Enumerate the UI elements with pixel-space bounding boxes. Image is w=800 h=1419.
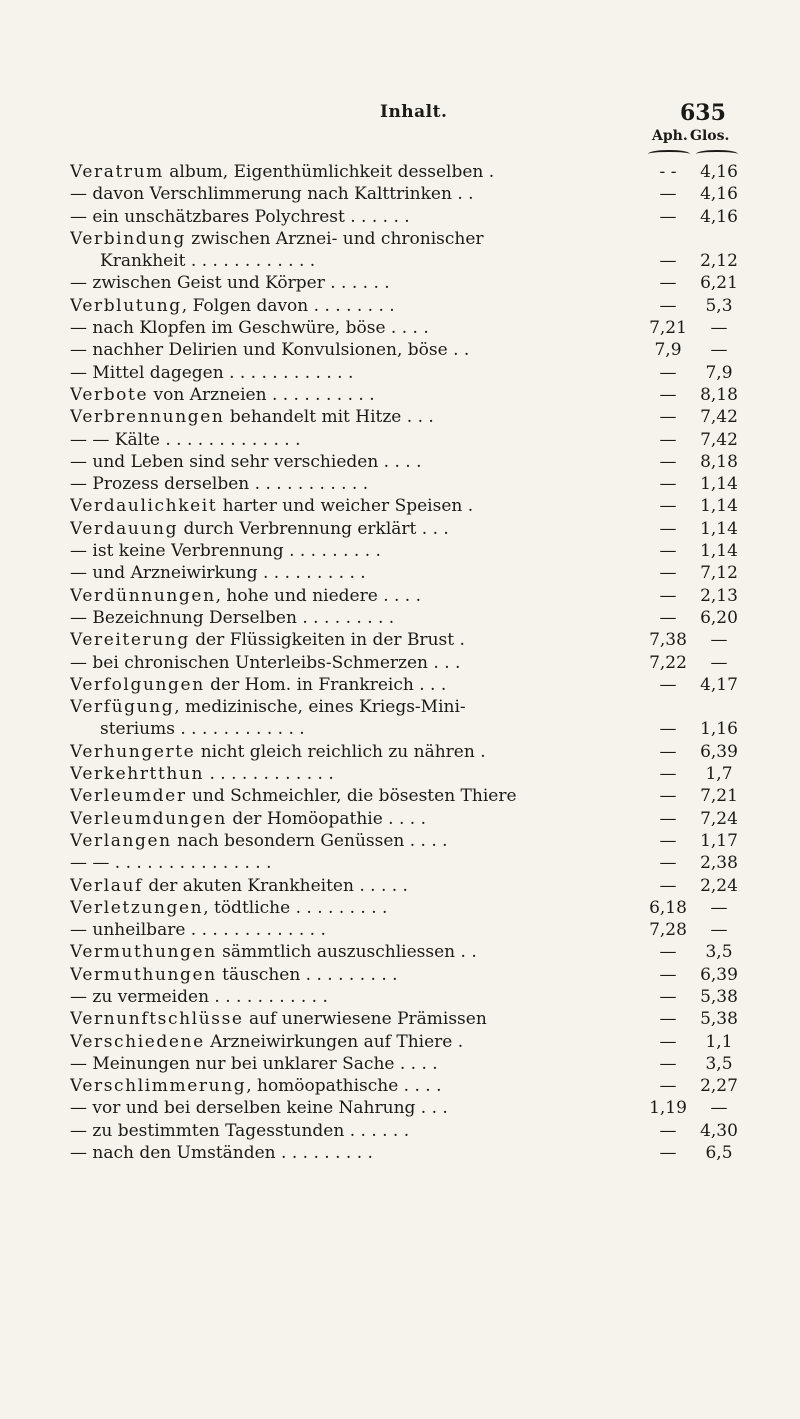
entry-headword: Verleumder	[70, 786, 187, 807]
index-entry	[0, 518, 800, 540]
index-entry	[0, 451, 800, 473]
entry-glos-ref: —	[710, 920, 728, 941]
entry-text	[70, 495, 630, 517]
entry-aph-ref: 7,22	[649, 652, 687, 673]
entry-text	[70, 652, 630, 674]
entry-aph-ref: —	[659, 607, 677, 628]
entry-description: der Homöopathie . . . .	[226, 808, 427, 829]
index-entry	[0, 206, 800, 228]
entry-aph-ref: —	[659, 942, 677, 963]
entry-headword: Vermuthungen	[70, 942, 217, 963]
entry-text	[70, 183, 630, 205]
entry-headword: Verschiedene	[70, 1031, 205, 1052]
entry-text	[70, 384, 630, 406]
column-header-aph: Aph.	[652, 128, 688, 144]
entry-glos-ref: 7,42	[700, 429, 738, 450]
entry-aph-ref: 7,38	[649, 630, 687, 651]
entry-continuation: steriums . . . . . . . . . . . .	[100, 719, 305, 740]
entry-text	[70, 429, 630, 451]
index-entry	[0, 272, 800, 294]
entry-description: — nach den Umständen . . . . . . . . .	[70, 1143, 373, 1164]
entry-description: von Arzneien . . . . . . . . . .	[148, 384, 375, 405]
index-entry	[0, 1053, 800, 1075]
index-entry	[0, 406, 800, 428]
entry-text	[70, 473, 630, 495]
index-entry	[0, 785, 800, 807]
entry-description: — ein unschätzbares Polychrest . . . . . .	[70, 206, 410, 227]
entry-aph-ref: —	[659, 273, 677, 294]
entry-glos-ref: 8,18	[700, 451, 738, 472]
entry-text	[70, 362, 630, 384]
entry-glos-ref: 2,38	[700, 853, 738, 874]
entry-headword: Verfügung	[70, 697, 175, 718]
entry-description: — — . . . . . . . . . . . . . . .	[70, 853, 272, 874]
entry-description: — Bezeichnung Derselben . . . . . . . . .	[70, 607, 395, 628]
entry-aph-ref: —	[659, 1120, 677, 1141]
index-entry	[0, 741, 800, 763]
entry-description: — zu bestimmten Tagesstunden . . . . . .	[70, 1120, 410, 1141]
entry-aph-ref: —	[659, 786, 677, 807]
entry-aph-ref: —	[659, 808, 677, 829]
entry-text	[70, 1142, 630, 1164]
entry-description: nach besondern Genüssen . . . .	[171, 830, 448, 851]
index-entry	[0, 161, 800, 183]
index-entry	[0, 183, 800, 205]
entry-text	[70, 451, 630, 473]
entry-headword: Verleumdungen	[70, 808, 227, 829]
entry-glos-ref: 8,18	[700, 384, 738, 405]
entry-glos-ref: 7,42	[700, 407, 738, 428]
entry-description: — Meinungen nur bei unklarer Sache . . . .	[70, 1053, 438, 1074]
index-entry	[0, 495, 800, 517]
entry-text	[70, 1053, 630, 1075]
entry-glos-ref: 4,16	[700, 184, 738, 205]
entry-aph-ref: —	[659, 206, 677, 227]
entry-glos-ref: 2,24	[700, 875, 738, 896]
entry-text	[70, 406, 630, 428]
entry-glos-ref: —	[710, 652, 728, 673]
entry-aph-ref: —	[659, 1009, 677, 1030]
entry-description: auf unerwiesene Prämissen	[243, 1009, 487, 1030]
entry-aph-ref: —	[659, 541, 677, 562]
entry-glos-ref: 3,5	[705, 942, 733, 963]
entry-description: der Hom. in Frankreich . . .	[204, 674, 447, 695]
index-entry	[0, 652, 800, 674]
entry-text	[70, 964, 630, 986]
entry-aph-ref: 7,21	[649, 318, 687, 339]
running-title: Inhalt.	[380, 102, 448, 122]
entry-glos-ref: 1,14	[700, 541, 738, 562]
entry-aph-ref: —	[659, 518, 677, 539]
entry-description: nicht gleich reichlich zu nähren .	[195, 741, 486, 762]
entry-description: — nachher Delirien und Konvulsionen, böse . .	[70, 340, 470, 361]
entry-headword: Verdaulichkeit	[70, 496, 218, 517]
entry-description: zwischen Arznei- und chronischer	[185, 228, 484, 249]
entry-aph-ref: —	[659, 496, 677, 517]
entry-glos-ref: 1,1	[705, 1031, 733, 1052]
entry-glos-ref: —	[710, 340, 728, 361]
entry-glos-ref: 7,12	[700, 563, 738, 584]
entry-text	[70, 986, 630, 1008]
index-entry	[0, 919, 800, 941]
index-entry	[0, 585, 800, 607]
entry-text	[70, 629, 630, 651]
entry-description: Arzneiwirkungen auf Thiere .	[204, 1031, 464, 1052]
entry-aph-ref: —	[659, 429, 677, 450]
entry-text	[70, 228, 630, 272]
entry-glos-ref: 5,38	[700, 1009, 738, 1030]
index-entry	[0, 1075, 800, 1097]
index-entry	[0, 1142, 800, 1164]
entry-aph-ref: —	[659, 407, 677, 428]
index-entry	[0, 362, 800, 384]
index-entry	[0, 808, 800, 830]
entry-text	[70, 741, 630, 763]
entry-glos-ref: 4,16	[700, 206, 738, 227]
entry-aph-ref: —	[659, 853, 677, 874]
entry-headword: Verschlimmerung	[70, 1076, 247, 1097]
entry-glos-ref: 6,39	[700, 964, 738, 985]
entry-description: — vor und bei derselben keine Nahrung . . .	[70, 1098, 448, 1119]
index-entry	[0, 317, 800, 339]
entry-aph-ref: —	[659, 362, 677, 383]
entry-description: — bei chronischen Unterleibs-Schmerzen . . .	[70, 652, 461, 673]
entry-aph-ref: —	[659, 1143, 677, 1164]
entry-headword: Vernunftschlüsse	[70, 1009, 244, 1030]
index-entry	[0, 1120, 800, 1142]
entry-glos-ref: 2,12	[700, 250, 738, 271]
entry-glos-ref: 6,21	[700, 273, 738, 294]
entry-headword: Verdünnungen	[70, 585, 216, 606]
index-entry	[0, 629, 800, 651]
index-entry	[0, 941, 800, 963]
entry-text	[70, 295, 630, 317]
entry-text	[70, 161, 630, 183]
brace-aph	[648, 150, 690, 158]
entry-aph-ref: 6,18	[649, 897, 687, 918]
entry-headword: Verfolgungen	[70, 674, 205, 695]
entry-description: — zwischen Geist und Körper . . . . . .	[70, 273, 390, 294]
entry-aph-ref: —	[659, 250, 677, 271]
entry-text	[70, 540, 630, 562]
index-entry	[0, 964, 800, 986]
entry-description: . . . . . . . . . . . .	[204, 764, 334, 785]
index-entry	[0, 897, 800, 919]
entry-aph-ref: —	[659, 1031, 677, 1052]
entry-aph-ref: —	[659, 1053, 677, 1074]
entry-text	[70, 607, 630, 629]
entry-glos-ref: 7,24	[700, 808, 738, 829]
entry-text	[70, 339, 630, 361]
entry-description: — und Arzneiwirkung . . . . . . . . . .	[70, 563, 366, 584]
index-entry	[0, 562, 800, 584]
entry-description: , tödtliche . . . . . . . . .	[203, 897, 388, 918]
entry-text	[70, 919, 630, 941]
entry-text	[70, 518, 630, 540]
entry-aph-ref: —	[659, 184, 677, 205]
entry-text	[70, 696, 630, 740]
entry-aph-ref: —	[659, 585, 677, 606]
entry-description: behandelt mit Hitze . . .	[224, 407, 434, 428]
entry-description: und Schmeichler, die bösesten Thiere	[186, 786, 517, 807]
entry-aph-ref: —	[659, 741, 677, 762]
index-entry	[0, 1097, 800, 1119]
entry-glos-ref: 1,14	[700, 496, 738, 517]
entry-description: — ist keine Verbrennung . . . . . . . . .	[70, 541, 381, 562]
entry-aph-ref: —	[659, 1076, 677, 1097]
entry-glos-ref: 1,14	[700, 474, 738, 495]
entry-description: sämmtlich auszuschliessen . .	[216, 942, 477, 963]
entry-glos-ref: 2,13	[700, 585, 738, 606]
entry-aph-ref: —	[659, 451, 677, 472]
entry-glos-ref: 2,27	[700, 1076, 738, 1097]
entry-headword: Verhungerte	[70, 741, 196, 762]
entry-glos-ref: —	[710, 897, 728, 918]
entry-glos-ref: 5,3	[705, 295, 733, 316]
index-entry	[0, 763, 800, 785]
index-entry	[0, 429, 800, 451]
entry-headword: Verlangen	[70, 830, 172, 851]
entry-text	[70, 785, 630, 807]
entry-glos-ref: 6,39	[700, 741, 738, 762]
entry-aph-ref: —	[659, 384, 677, 405]
entry-headword: Vermuthungen	[70, 964, 217, 985]
entry-aph-ref: 1,19	[649, 1098, 687, 1119]
entry-glos-ref: 7,21	[700, 786, 738, 807]
entry-text	[70, 272, 630, 294]
entry-text	[70, 1075, 630, 1097]
entry-aph-ref: —	[659, 875, 677, 896]
entry-headword: Verdauung	[70, 518, 179, 539]
entry-aph-ref: - -	[659, 162, 677, 182]
entry-glos-ref: 1,7	[705, 764, 733, 785]
entry-description: , hohe und niedere . . . .	[215, 585, 422, 606]
entry-aph-ref: —	[659, 295, 677, 316]
index-entry	[0, 696, 800, 741]
entry-text	[70, 941, 630, 963]
entry-headword: Verkehrtthun	[70, 764, 205, 785]
index-entry	[0, 473, 800, 495]
entry-description: — davon Verschlimmerung nach Kalttrinken . .	[70, 184, 474, 205]
index-entry	[0, 1008, 800, 1030]
entry-glos-ref: 1,17	[700, 830, 738, 851]
entry-description: harter und weicher Speisen .	[217, 496, 474, 517]
entry-text	[70, 808, 630, 830]
entry-headword: Verbrennungen	[70, 407, 225, 428]
entry-text	[70, 674, 630, 696]
index-entry	[0, 339, 800, 361]
entry-text	[70, 562, 630, 584]
entry-text	[70, 317, 630, 339]
entry-glos-ref: 1,16	[700, 719, 738, 740]
entry-glos-ref: 4,17	[700, 674, 738, 695]
index-entry	[0, 384, 800, 406]
entry-headword: Verbindung	[70, 228, 186, 249]
entry-description: — Prozess derselben . . . . . . . . . . .	[70, 474, 369, 495]
entry-text	[70, 830, 630, 852]
brace-glos	[696, 150, 738, 158]
entry-headword: Verblutung	[70, 295, 182, 316]
index-entry	[0, 1031, 800, 1053]
index-entry	[0, 295, 800, 317]
page-number: 635	[680, 100, 726, 126]
entry-headword: Vereiterung	[70, 630, 190, 651]
index-entry	[0, 852, 800, 874]
entry-description: täuschen . . . . . . . . .	[216, 964, 398, 985]
entry-description: — — Kälte . . . . . . . . . . . . .	[70, 429, 301, 450]
entry-glos-ref: —	[710, 1098, 728, 1119]
entry-glos-ref: 4,30	[700, 1120, 738, 1141]
entry-glos-ref: 1,14	[700, 518, 738, 539]
index-entry	[0, 228, 800, 273]
entry-description: — nach Klopfen im Geschwüre, böse . . . .	[70, 318, 429, 339]
entry-glos-ref: 6,5	[705, 1143, 733, 1164]
entry-glos-ref: —	[710, 630, 728, 651]
entry-text	[70, 585, 630, 607]
entry-text	[70, 852, 630, 874]
index-entry	[0, 830, 800, 852]
entry-description: durch Verbrennung erklärt . . .	[178, 518, 449, 539]
entry-glos-ref: 4,16	[700, 162, 738, 182]
entry-description: der akuten Krankheiten . . . . .	[142, 875, 408, 896]
entry-text	[70, 1008, 630, 1030]
entry-aph-ref: —	[659, 474, 677, 495]
entry-glos-ref: 6,20	[700, 607, 738, 628]
entry-description: , Folgen davon . . . . . . . .	[181, 295, 395, 316]
entry-description: , homöopathische . . . .	[246, 1076, 442, 1097]
entry-description: — unheilbare . . . . . . . . . . . . .	[70, 920, 326, 941]
index-entry	[0, 674, 800, 696]
entry-aph-ref: —	[659, 563, 677, 584]
entry-aph-ref: —	[659, 830, 677, 851]
entry-description: , medizinische, eines Kriegs-Mini-	[174, 697, 466, 718]
entry-glos-ref: 7,9	[705, 362, 733, 383]
entry-description: — Mittel dagegen . . . . . . . . . . . .	[70, 362, 354, 383]
index-entry	[0, 540, 800, 562]
index-entry	[0, 875, 800, 897]
entry-continuation: Krankheit . . . . . . . . . . . .	[100, 250, 316, 271]
entry-glos-ref: 3,5	[705, 1053, 733, 1074]
index-entries	[0, 161, 800, 1164]
entry-glos-ref: —	[710, 318, 728, 339]
entry-description: — und Leben sind sehr verschieden . . . .	[70, 451, 422, 472]
index-entry	[0, 607, 800, 629]
entry-text	[70, 1120, 630, 1142]
entry-aph-ref: —	[659, 674, 677, 695]
entry-aph-ref: —	[659, 764, 677, 785]
entry-glos-ref: 5,38	[700, 986, 738, 1007]
entry-text	[70, 1097, 630, 1119]
column-header-glos: Glos.	[690, 128, 730, 144]
entry-text	[70, 1031, 630, 1053]
entry-aph-ref: —	[659, 986, 677, 1007]
entry-headword: Veratrum	[70, 162, 164, 182]
entry-headword: Verbote	[70, 384, 149, 405]
entry-text	[70, 875, 630, 897]
entry-description: album, Eigenthümlichkeit desselben .	[163, 162, 495, 182]
entry-aph-ref: —	[659, 719, 677, 740]
entry-headword: Verlauf	[70, 875, 143, 896]
entry-text	[70, 897, 630, 919]
entry-description: der Flüssigkeiten in der Brust .	[189, 630, 465, 651]
entry-aph-ref: —	[659, 964, 677, 985]
entry-text	[70, 763, 630, 785]
entry-aph-ref: 7,28	[649, 920, 687, 941]
entry-aph-ref: 7,9	[654, 340, 682, 361]
entry-headword: Verletzungen	[70, 897, 204, 918]
entry-description: — zu vermeiden . . . . . . . . . . .	[70, 986, 328, 1007]
entry-text	[70, 206, 630, 228]
index-entry	[0, 986, 800, 1008]
